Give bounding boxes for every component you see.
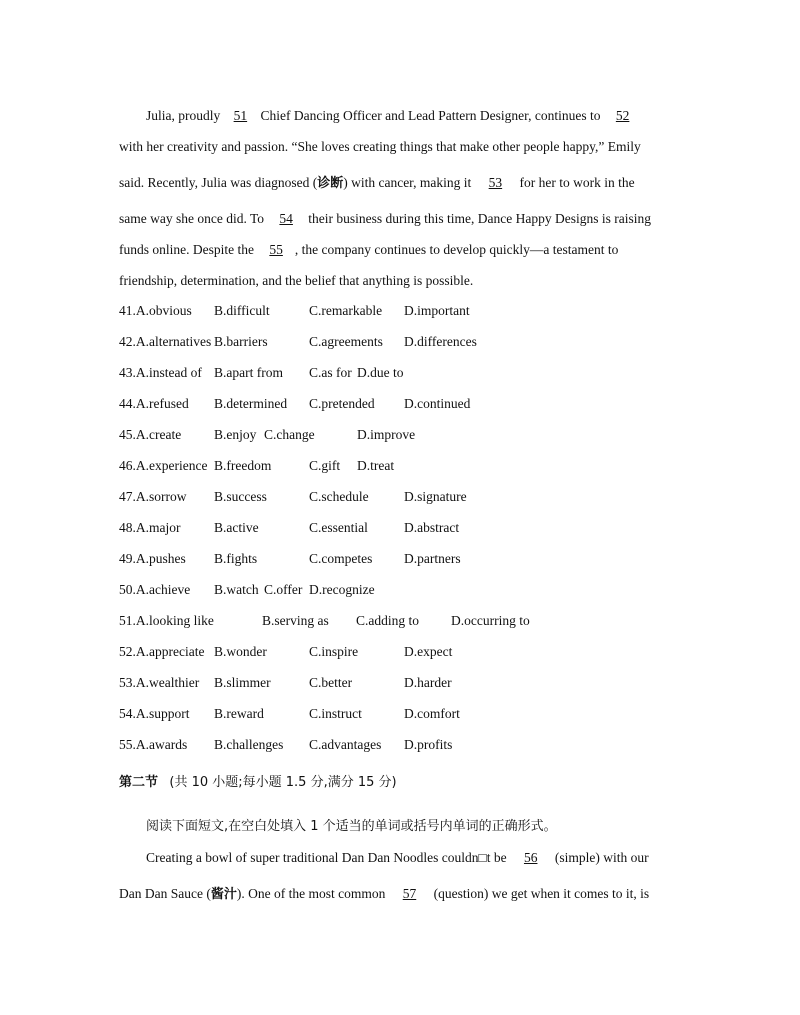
option-a: A.appreciate [135,644,205,659]
text: (question) we get when it comes to it, is [433,886,650,901]
option-c: C.offer [264,582,303,597]
option-b: B.watch [214,582,259,597]
option-a: A.pushes [135,551,186,566]
question-number: 41. [119,303,136,318]
option-d: D.expect [404,644,453,659]
option-c: C.competes [309,551,373,566]
option-c: C.remarkable [309,303,383,318]
question-number: 46. [119,458,136,473]
option-d: D.treat [357,458,395,473]
option-b: B.determined [214,396,288,411]
question-number: 45. [119,427,136,442]
section2-heading [119,771,397,790]
passage1-line6 [119,274,679,288]
option-a: A.wealthier [135,675,200,690]
option-b: B.barriers [214,334,268,349]
passage2-line1 [146,851,706,865]
question-number: 51. [119,613,136,628]
text: same way she once did. To [119,211,265,226]
question-number: 50. [119,582,136,597]
option-d: D.harder [404,675,452,690]
option-d: D.profits [404,737,453,752]
option-a: A.major [135,520,181,535]
option-c: C.as for [309,365,352,380]
text: (simple) with our [554,850,649,865]
instruction-text: 阅读下面短文,在空白处填入 1 个适当的单词或括号内单词的正确形式。 [146,819,557,834]
option-d: D.occurring to [451,613,530,628]
option-b: B.active [214,520,259,535]
option-d: D.recognize [309,582,375,597]
text: ). One of the most common [236,886,386,901]
option-d: D.improve [357,427,416,442]
option-b: B.apart from [214,365,283,380]
text: friendship, determination, and the belief that anything is possible. [119,273,474,288]
option-a: A.create [135,427,182,442]
question-number: 55. [119,737,136,752]
option-a: A.awards [135,737,188,752]
option-b: B.enjoy [214,427,257,442]
option-b: B.reward [214,706,264,721]
section2-detail: (共 10 小题;每小题 1.5 分,满分 15 分) [169,775,397,790]
blank-52: 52 [615,108,630,123]
option-a: A.alternatives [135,334,212,349]
option-b: B.difficult [214,303,270,318]
option-b: B.serving as [262,613,329,628]
option-d: D.comfort [404,706,460,721]
text: funds online. Despite the [119,242,254,257]
blank-53: 53 [488,175,503,190]
question-number: 54. [119,706,136,721]
option-c: C.schedule [309,489,369,504]
option-d: D.differences [404,334,477,349]
option-b: B.wonder [214,644,267,659]
option-b: B.fights [214,551,258,566]
option-a: A.obvious [135,303,192,318]
text: for her to work in the [519,175,635,190]
text: said. Recently, Julia was diagnosed ( [119,175,318,190]
text: , the company continues to develop quickly—a testament to [294,242,619,257]
text: Julia, proudly [146,108,221,123]
option-a: A.experience [135,458,208,473]
blank-57: 57 [402,886,417,901]
passage1-line3 [119,176,679,190]
section2-title: 第二节 [119,775,159,790]
section2-instruction [146,815,557,834]
option-d: D.important [404,303,470,318]
option-c: C.gift [309,458,341,473]
option-b: B.slimmer [214,675,271,690]
text: Creating a bowl of super traditional Dan Dan Noodles couldn□t be [146,850,507,865]
text: ) with cancer, making it [343,175,472,190]
passage1-line1 [146,109,706,123]
question-number: 53. [119,675,136,690]
option-c: C.advantages [309,737,382,752]
option-a: A.instead of [135,365,202,380]
passage1-line4 [119,212,679,226]
blank-55: 55 [269,242,283,257]
question-number: 48. [119,520,136,535]
blank-54: 54 [279,211,293,226]
option-c: C.instruct [309,706,362,721]
option-a: A.refused [135,396,189,411]
option-c: C.better [309,675,353,690]
text: with her creativity and passion. “She loves creating things that make other people happy,” Emily [119,139,641,154]
option-a: A.sorrow [135,489,187,504]
option-d: D.partners [404,551,461,566]
option-a: A.achieve [135,582,191,597]
option-d: D.continued [404,396,471,411]
question-number: 43. [119,365,136,380]
chinese-gloss: 诊断 [317,176,344,191]
blank-51: 51 [233,108,248,123]
text: Chief Dancing Officer and Lead Pattern Designer, continues to [260,108,601,123]
passage2-line2 [119,887,679,901]
option-a: A.support [135,706,190,721]
chinese-gloss: 酱汁 [210,887,237,902]
question-number: 44. [119,396,136,411]
option-a: A.looking like [135,613,214,628]
question-number: 49. [119,551,136,566]
text: Dan Dan Sauce ( [119,886,211,901]
passage1-line5 [119,243,679,257]
option-c: C.inspire [309,644,359,659]
option-c: C.pretended [309,396,375,411]
option-d: D.abstract [404,520,460,535]
option-d: D.due to [357,365,404,380]
option-c: C.essential [309,520,368,535]
question-number: 52. [119,644,136,659]
question-number: 47. [119,489,136,504]
option-c: C.adding to [356,613,419,628]
text: their business during this time, Dance Happy Designs is raising [308,211,651,226]
question-number: 42. [119,334,136,349]
option-c: C.agreements [309,334,383,349]
blank-56: 56 [523,850,538,865]
option-b: B.challenges [214,737,284,752]
option-b: B.freedom [214,458,272,473]
option-d: D.signature [404,489,467,504]
option-b: B.success [214,489,267,504]
passage1-line2 [119,140,679,154]
option-c: C.change [264,427,315,442]
